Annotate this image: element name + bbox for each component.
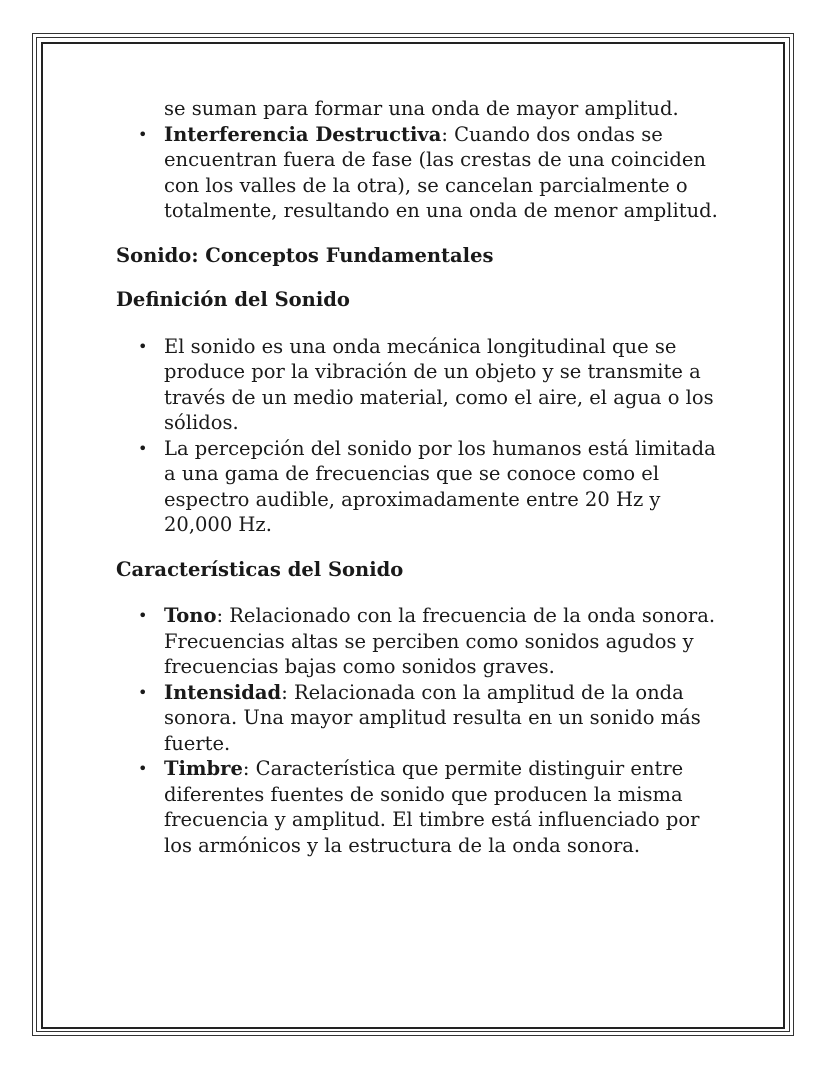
- list-item: • El sonido es una onda mecánica longitudinal que se produce por la vibración de un objeto y se transmite a través de un medio material, como el aire, el agua o los sólidos.: [116, 334, 726, 436]
- page-content: [116, 96, 726, 858]
- list-item: • La percepción del sonido por los humanos está limitada a una gama de frecuencias que se conoce como el espectro audible, aproximadamente entre 20 Hz y 20,000 Hz.: [116, 436, 726, 538]
- term-destructive-interference: Interferencia Destructiva: [164, 122, 442, 146]
- text-tono: : Relacionado con la frecuencia de la onda sonora. Frecuencias altas se perciben como sonidos agudos y frecuencias bajas como sonidos graves.: [164, 604, 716, 678]
- interference-list: [116, 96, 726, 224]
- characteristics-heading: Características del Sonido: [116, 557, 404, 581]
- definition-list: [116, 334, 726, 538]
- section-title: Sonido: Conceptos Fundamentales: [116, 243, 494, 267]
- list-item-timbre: [116, 756, 726, 858]
- list-item-tono: [116, 603, 726, 680]
- term-tono: Tono: [164, 604, 217, 627]
- characteristics-list: [116, 603, 726, 858]
- continuation-text: se suman para formar una onda de mayor amplitud.: [164, 97, 679, 120]
- list-item-continuation: [116, 96, 726, 122]
- text-timbre: : Característica que permite distinguir entre diferentes fuentes de sonido que producen la misma frecuencia y amplitud. El timbre está influenciado por los armónicos y la estructura de la onda sonora.: [164, 757, 700, 857]
- definition-heading: Definición del Sonido: [116, 288, 350, 311]
- text-intensidad: : Relacionada con la amplitud de la onda sonora. Una mayor amplitud resulta en un sonido más fuerte.: [164, 680, 701, 755]
- text-destructive-interference: : Cuando dos ondas se encuentran fuera de fase (las crestas de una coinciden con los valles de la otra), se cancelan parcialmente o totalmente, resultando en una onda de menor amplitud.: [164, 122, 718, 222]
- list-item-destructive-interference: [116, 122, 726, 224]
- term-intensidad: Intensidad: [164, 680, 282, 704]
- list-item-intensidad: [116, 680, 726, 757]
- term-timbre: Timbre: [164, 757, 243, 780]
